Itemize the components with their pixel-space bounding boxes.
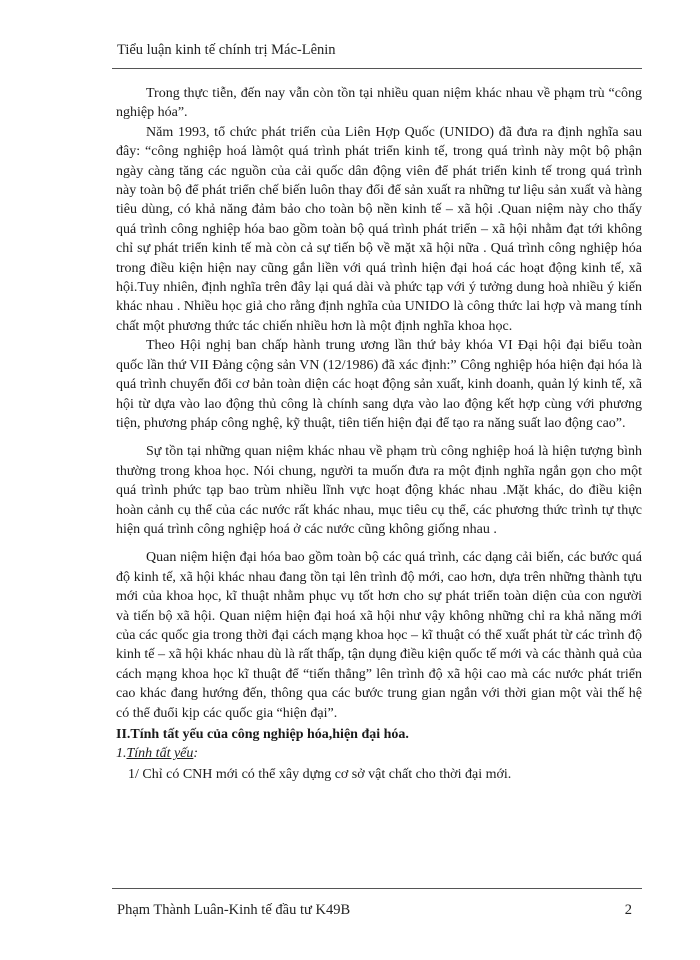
subsection-heading [116,744,642,763]
footer-divider [112,888,642,889]
paragraph: Trong thực tiễn, đến nay vẫn còn tồn tại nhiều quan niệm khác nhau về phạm trù “công nghiệp hóa”. [116,86,642,121]
paragraph: Quan niệm hiện đại hóa bao gồm toàn bộ các quá trình, các dạng cải biến, các bước quá độ kinh tế, xã hội khác nhau đang tồn tại lên trình độ mới, cao hơn, dựa trên những thành tựu mới của khoa học, kĩ thuật nhằm phục vụ tốt hơn cho sự phát triển toàn diện của con người và tiến bộ xã hội. Quan niệm hiện đại hoá xã hội như vậy không những chỉ ra khả năng mới của các quốc gia trong thời đại cách mạng khoa học – kĩ thuật có thể xuất phát từ các trình độ kinh tế – xã hội khác nhau dù là rất thấp, tận dụng điều kiện quốc tế mới và các thành quả của cách mạng khoa học kĩ thuật để “tiến thẳng” lên trình độ xã hội cao mà các nước phát triển cao khác đang hướng đến, thông qua các bước trung gian ngắn với thời gian một vài thế hệ có thể đuổi kịp các quốc gia “hiện đại”. [116,550,642,721]
paragraph: Theo Hội nghị ban chấp hành trung ương lần thứ bảy khóa VI Đại hội đại biểu toàn quốc lần thứ VII Đảng cộng sản VN (12/1986) đã xác định:” Công nghiệp hóa hiện đại hóa là quá trình chuyển đổi cơ bản toàn diện các hoạt động sản xuất, kinh doanh, quản lý kinh tế, xã hội từ dựa vào lao động thủ công là chính sang dựa vào lao động kết hợp cùng với phương tiện, phương pháp công nghệ, kỹ thuật, tiên tiến hiện đại để tạo ra năng suất lao động cao”. [116,338,642,431]
page-header: Tiểu luận kinh tế chính trị Mác-Lênin [117,42,336,58]
subsection-number: 1. [116,746,127,762]
page-footer-author: Phạm Thành Luân-Kinh tế đầu tư K49B [117,902,351,918]
page-number: 2 [624,902,632,918]
subsection-label: Tính tất yếu [126,746,194,762]
list-item: 1/ Chỉ có CNH mới có thể xây dựng cơ sở vật chất cho thời đại mới. [128,766,512,782]
subsection-suffix: : [193,746,199,762]
header-divider [112,68,642,69]
paragraph: Sự tồn tại những quan niệm khác nhau về phạm trù công nghiệp hoá là hiện tượng bình thường trong khoa học. Nói chung, người ta muốn đưa ra một định nghĩa ngắn gọn cho một quá trình phức tạp bao trùm nhiều lĩnh vực hoạt động khác nhau .Mặt khác, do điều kiện hoàn cảnh cụ thể của các nước rất khác nhau, mục tiêu cụ thể, các phương thức trình tự thực hiện quá trình công nghiệp hoá ở các nước cũng không giống nhau . [116,444,642,537]
paragraph: Năm 1993, tổ chức phát triển của Liên Hợp Quốc (UNIDO) đã đưa ra định nghĩa sau đây: “công nghiệp hoá làmột quá trình phát triển kinh tế, trong quá trình này một bộ phận ngày càng tăng các nguồn của cải quốc dân động viên để phát triển kinh tế trong quá trình này toàn bộ để phát triển chế biến luôn thay đổi để sản xuất ra những tư liệu sản xuất và hàng tiêu dùng, có khả năng đảm bảo cho toàn bộ nền kinh tế – xã hội .Quan niệm này cho thấy quá trình công nghiệp hóa bao gồm toàn bộ quá trình phát triển – xã hội nhằm đạt tới không chỉ sự phát triển kinh tế mà còn cả sự tiến bộ về mặt xã hội nữa . Quá trình công nghiệp hóa trong điều kiện hiện nay cũng gắn liền với quá trình hiện đại hoá các hoạt động kinh tế, xã hội.Tuy nhiên, định nghĩa trên đây lại quá dài và phức tạp với ý tưởng dung hoà nhiều ý kiến khác nhau . Nhiều học giả cho rằng định nghĩa của UNIDO là công thức lai hợp và mang tính chất một phương thức tác chiến nhiều hơn là một định nghĩa khoa học. [116,124,642,334]
section-heading: II.Tính tất yếu của công nghiệp hóa,hiện đại hóa. [116,727,409,742]
document-body [116,84,642,784]
